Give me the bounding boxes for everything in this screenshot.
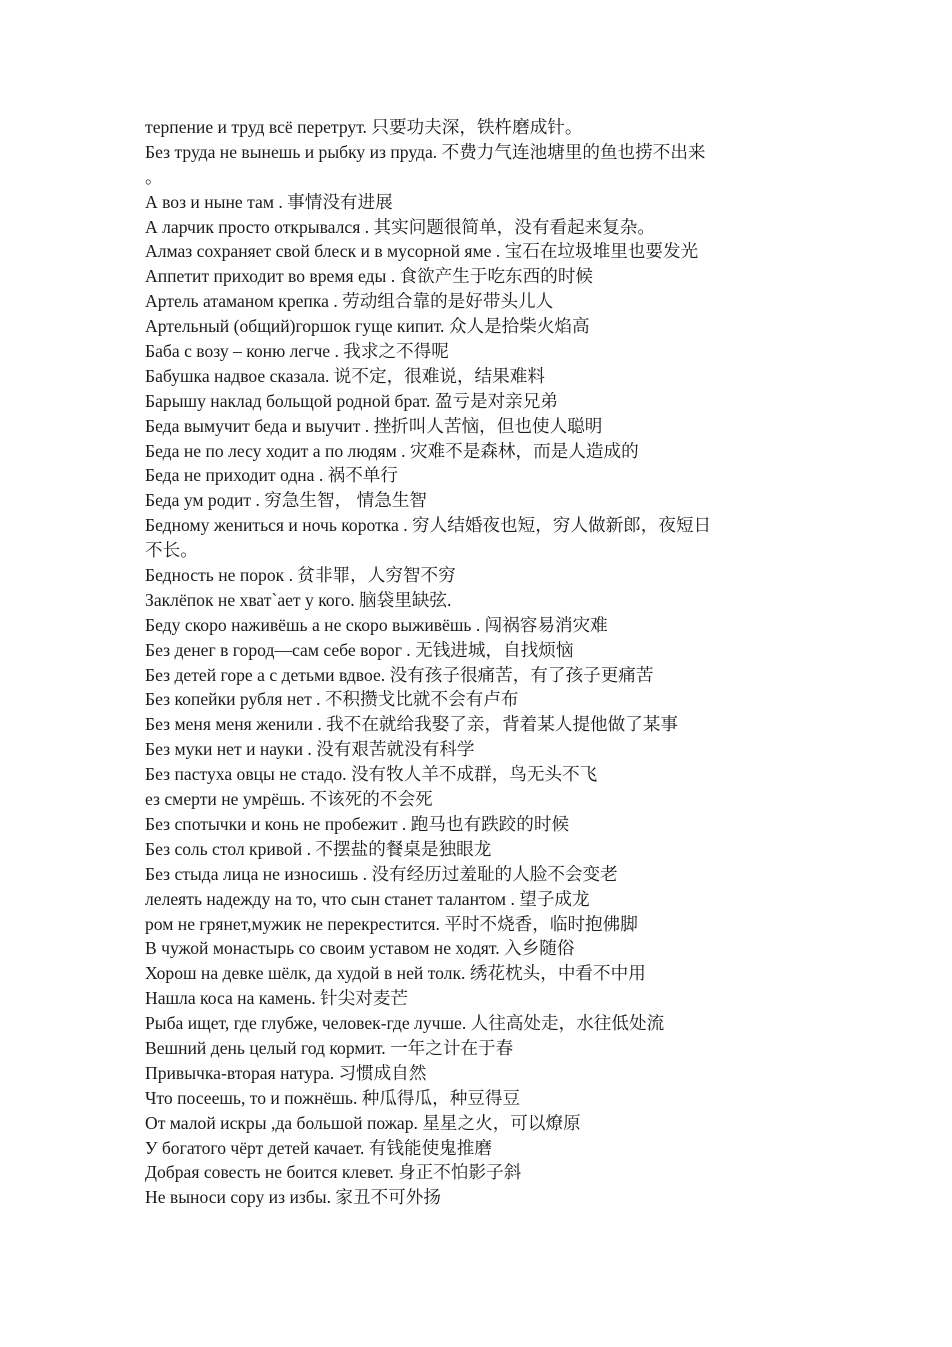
proverb-line: Рыба ищет, где глубже, человек-где лучше. 人往高处走，水往低处流 (145, 1013, 665, 1034)
proverb-line: Нашла коса на камень. 针尖对麦芒 (145, 988, 409, 1009)
proverb-line: ез смерти не умрёшь. 不该死的不会死 (145, 789, 433, 810)
proverb-line: Без труда не вынешь и рыбку из пруда. 不费力气连池塘里的鱼也捞不出来 (145, 141, 706, 162)
proverb-line: Без спотычки и конь не пробежит . 跑马也有跌跤的时候 (145, 813, 570, 834)
proverb-line: 。 (145, 166, 163, 187)
proverb-line: Без соль стол кривой . 不摆盐的餐桌是独眼龙 (145, 838, 492, 859)
proverb-line: Беда ум родит . 穷急生智， 情急生智 (145, 490, 428, 511)
proverb-line: Беда вымучит беда и выучит . 挫折叫人苦恼，但也使人聪明 (145, 415, 603, 436)
proverb-list (145, 115, 825, 1210)
proverb-line: А ларчик просто открывался . 其实问题很简单，没有看起来复杂。 (145, 216, 656, 237)
proverb-line: Беда не по лесу ходит а по людям . 灾难不是森林，而是人造成的 (145, 440, 639, 461)
proverb-line: Без денег в город—сам себе ворог . 无钱进城，自找烦恼 (145, 639, 574, 660)
proverb-line: Без пастуха овцы не стадо. 没有牧人羊不成群，鸟无头不飞 (145, 764, 598, 785)
proverb-line: Беда не приходит одна . 祸不单行 (145, 465, 398, 486)
proverb-line: Хорош на девке шёлк, да худой в ней толк. 绣花枕头，中看不中用 (145, 963, 646, 984)
proverb-line: Без копейки рубля нет . 不积攒戈比就不会有卢布 (145, 689, 519, 710)
proverb-line: Без стыда лица не износишь . 没有经历过羞耻的人脸不会变老 (145, 863, 618, 884)
proverb-line: А воз и ныне там . 事情没有进展 (145, 191, 393, 212)
proverb-line: Беду скоро наживёшь а не скоро выживёшь . 闯祸容易消灾难 (145, 614, 608, 635)
proverb-line: 不长。 (145, 540, 198, 561)
proverb-line: Заклёпок не хват`ает у кого. 脑袋里缺弦. (145, 589, 452, 610)
proverb-line: Привычка-вторая натура. 习惯成自然 (145, 1062, 427, 1083)
proverb-line: В чужой монастырь со своим уставом не ходят. 入乡随俗 (145, 938, 575, 959)
proverb-line: Бедность не порок . 贫非罪，人穷智不穷 (145, 565, 456, 586)
proverb-line: Без муки нет и науки . 没有艰苦就没有科学 (145, 739, 475, 760)
proverb-line: От малой искры ,да большой пожар. 星星之火，可以燎原 (145, 1112, 581, 1133)
proverb-line: Что посеешь, то и пожнёшь. 种瓜得瓜，种豆得豆 (145, 1087, 521, 1108)
proverb-line: Без детей горе а с детьми вдвое. 没有孩子很痛苦，有了孩子更痛苦 (145, 664, 654, 685)
proverb-line: Без меня меня женили . 我不在就给我娶了亲，背着某人提他做了某事 (145, 714, 679, 735)
proverb-line: У богатого чёрт детей качает. 有钱能使鬼推磨 (145, 1137, 492, 1158)
proverb-line: Бедному жениться и ночь коротка . 穷人结婚夜也短，穷人做新郎，夜短日 (145, 515, 712, 536)
proverb-line: Артельный (общий)горшок гуще кипит. 众人是拾柴火焰高 (145, 316, 590, 337)
proverb-line: Аппетит приходит во время еды . 食欲产生于吃东西的时候 (145, 266, 594, 287)
proverb-line: Добрая совесть не боится клевет. 身正不怕影子斜 (145, 1162, 522, 1183)
proverb-line: лелеять надежду на то, что сын станет талантом . 望子成龙 (145, 888, 590, 909)
proverb-line: Баба с возу – коню легче . 我求之不得呢 (145, 341, 449, 362)
proverb-line: Вешний день целый год кормит. 一年之计在于春 (145, 1037, 514, 1058)
proverb-line: Бабушка надвое сказала. 说不定，很难说，结果难料 (145, 365, 545, 386)
proverb-line: Барышу наклад больщой родной брат. 盈亏是对亲兄弟 (145, 390, 558, 411)
proverb-line: Артель атаманом крепка . 劳动组合靠的是好带头儿人 (145, 291, 554, 312)
proverb-line: ром не грянет,мужик не перекрестится. 平时不烧香，临时抱佛脚 (145, 913, 638, 934)
proverb-line: Не выноси сору из избы. 家丑不可外扬 (145, 1187, 441, 1208)
proverb-line: терпение и труд всё перетрут. 只要功夫深，铁杵磨成针。 (145, 117, 583, 137)
proverb-line: Алмаз сохраняет свой блеск и в мусорной яме . 宝石在垃圾堆里也要发光 (145, 241, 699, 262)
